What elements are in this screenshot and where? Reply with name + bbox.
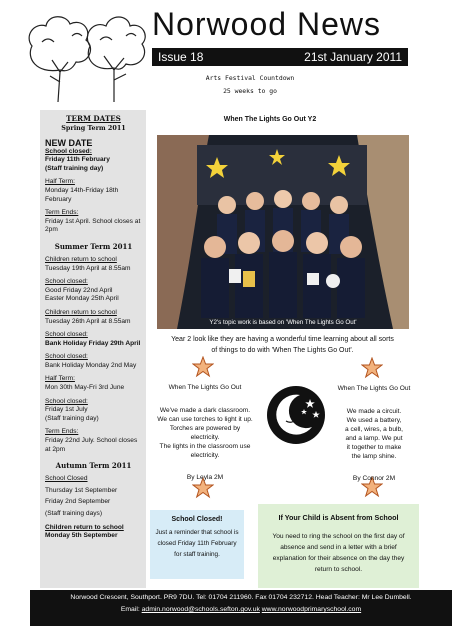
class-photo-illustration — [157, 135, 409, 329]
school-closed-date: Friday 11th February — [45, 156, 110, 164]
term-ends-label: Term Ends: — [45, 209, 79, 217]
star-icon — [361, 357, 383, 379]
byline: By Leyla 2M — [186, 474, 224, 481]
spring-term-heading: Spring Term 2011 — [61, 124, 126, 132]
article-intro-line: Year 2 look like they are having a wonderful time learning about all sorts — [171, 336, 394, 343]
school-closed-label: School closed: — [45, 353, 88, 361]
column-line: We can use torches to light it up. — [157, 416, 253, 423]
article-intro — [160, 334, 405, 356]
tree-logo — [22, 12, 150, 104]
school-closed-label: School closed: — [45, 331, 88, 339]
footer-address: Norwood Crescent, Southport. PR9 7DU. Tel: 01704 211960. Fax 01704 232712. Head Teacher: Mr Lee Dumbell. — [70, 594, 412, 601]
column-line: electricity. — [190, 452, 220, 459]
return-to-school-date: Tuesday 19th April at 8.55am — [45, 264, 131, 272]
moon-icon — [266, 385, 326, 445]
absence-line: return to school. — [314, 566, 363, 573]
photo-caption: Y2's topic work is based on 'When The Lights Go Out' — [209, 319, 357, 326]
column-line: We've made a dark classroom. — [159, 407, 251, 414]
issue-date: 21st January 2011 — [304, 50, 402, 64]
school-closed-date: Friday 2nd September — [45, 498, 111, 506]
arts-festival-countdown — [200, 72, 300, 98]
column-heading: When The Lights Go Out — [168, 384, 242, 391]
notice-line: for staff training. — [174, 551, 220, 558]
term-ends-date: Friday 1st April. School closes at 2pm — [45, 217, 141, 234]
absence-line: absence and send in a letter with a brief — [280, 544, 397, 551]
masthead-title: Norwood News — [152, 6, 381, 42]
absence-line: explanation for their absence on the day they — [272, 555, 405, 562]
return-to-school-label: Children return to school — [45, 308, 117, 316]
column-line: The lights in the classroom use — [159, 443, 251, 450]
absence-heading: If Your Child is Absent from School — [278, 513, 399, 522]
staff-training-note: (Staff training day) — [45, 164, 104, 172]
article-title: When The Lights Go Out Y2 — [223, 116, 317, 123]
half-term-label: Half Term: — [45, 178, 75, 186]
school-closed-notice — [150, 510, 244, 579]
column-line: We used a battery, — [346, 417, 402, 424]
term-dates-heading: TERM DATES — [66, 114, 121, 123]
notice-line: closed Friday 11th February — [157, 540, 237, 547]
absence-notice — [258, 504, 419, 588]
term-ends-date: Friday 22nd July. School closes at 2pm — [45, 437, 138, 453]
school-closed-date: Bank Holiday Friday 29th April — [45, 339, 141, 347]
return-to-school-date: Tuesday 26th April at 8.55am — [45, 317, 131, 325]
school-closed-label: School Closed — [45, 475, 88, 483]
byline: By Connor 2M — [352, 475, 396, 482]
staff-training-note: (Staff training days) — [45, 510, 103, 517]
school-closed-date: Thursday 1st September — [45, 486, 118, 494]
class-photo — [157, 135, 409, 329]
return-to-school-label: Children return to school — [45, 255, 117, 263]
school-closed-date: Bank Holiday Monday 2nd May — [45, 361, 137, 369]
column-line: the lamp shine. — [351, 453, 397, 460]
summer-term-heading: Summer Term 2011 — [54, 241, 133, 251]
term-ends-label: Term Ends: — [45, 428, 79, 436]
star-icon — [192, 356, 214, 378]
return-to-school-date: Monday 5th September — [45, 532, 118, 540]
half-term-date: Mon 30th May-Fri 3rd June — [45, 384, 125, 392]
school-closed-label: School closed: — [45, 278, 88, 286]
website-link[interactable]: www.norwoodprimaryschool.com — [261, 606, 362, 613]
leyla-column — [150, 383, 260, 482]
staff-training-note: (Staff training day) — [45, 414, 99, 422]
half-term-label: Half Term: — [45, 375, 75, 383]
column-line: a cell, wires, a bulb, — [345, 426, 403, 433]
half-term-date: Monday 14th-Friday 18th February — [45, 186, 119, 203]
autumn-term-heading: Autumn Term 2011 — [55, 461, 132, 471]
email-link[interactable]: admin.norwood@schools.sefton.gov.uk — [141, 606, 260, 613]
school-closed-date: Good Friday 22nd April — [45, 286, 113, 294]
issue-bar — [152, 48, 408, 66]
column-line: it together to make — [346, 444, 402, 451]
column-line: Torches are powered by — [169, 425, 241, 432]
notice-line: Just a reminder that school is — [155, 529, 239, 536]
column-line: and a lamp. We put — [345, 435, 403, 442]
column-line: electricity. — [190, 434, 220, 441]
countdown-title: Arts Festival Countdown — [205, 74, 295, 82]
term-dates-sidebar — [40, 110, 146, 588]
absence-line: You need to ring the school on the first day of — [272, 533, 405, 540]
issue-number: Issue 18 — [158, 50, 204, 64]
email-label: Email: — [120, 606, 140, 613]
return-to-school-label: Children return to school — [45, 523, 124, 531]
school-closed-label: School closed: — [45, 147, 92, 155]
notice-heading: School Closed! — [171, 516, 223, 523]
school-closed-label: School closed: — [45, 397, 88, 405]
article-intro-line: of things to do with 'When The Lights Go Out'. — [211, 347, 354, 354]
column-heading: When The Lights Go Out — [337, 385, 411, 392]
footer — [30, 590, 452, 626]
new-date-label: NEW DATE — [45, 137, 93, 148]
school-closed-date: Friday 1st July — [45, 406, 88, 414]
column-line: We made a circuit. — [346, 408, 402, 415]
countdown-weeks: 25 weeks to go — [223, 87, 277, 95]
footer-contact — [30, 604, 452, 616]
connor-column — [328, 384, 420, 483]
school-closed-date: Easter Monday 25th April — [45, 295, 119, 303]
